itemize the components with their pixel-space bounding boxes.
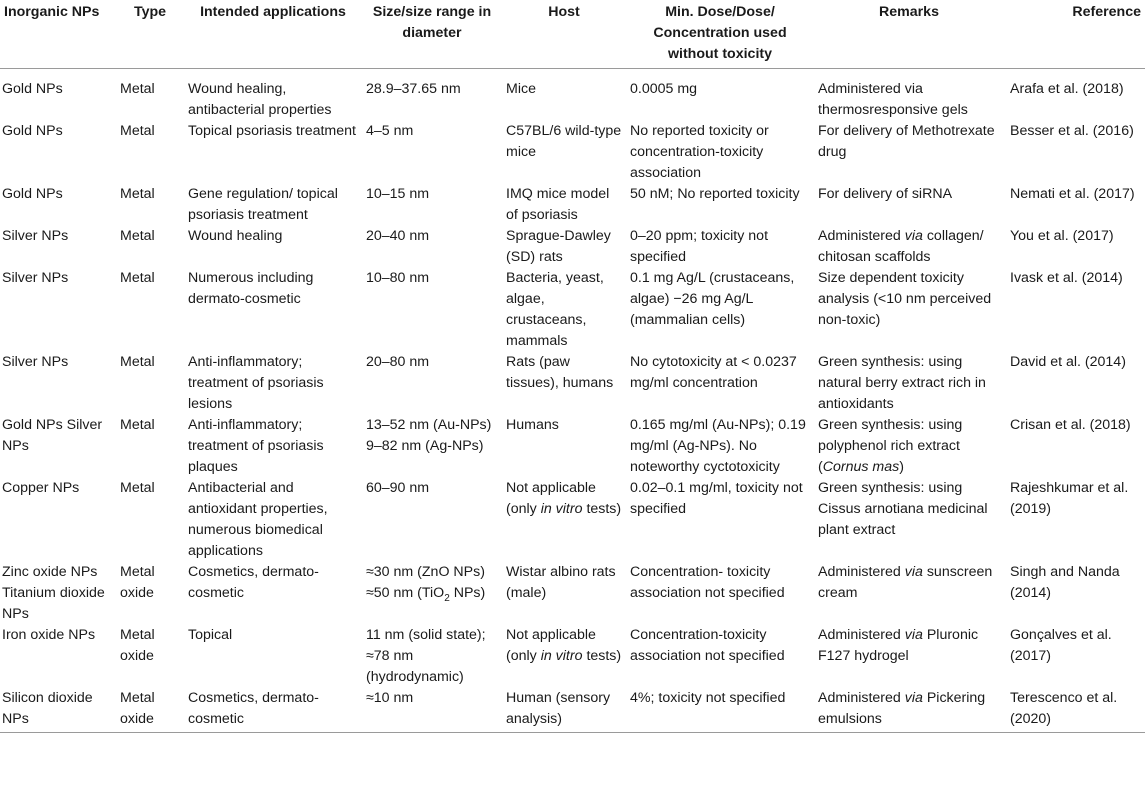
cell-dose: 0.165 mg/ml (Au-NPs); 0.19 mg/ml (Ag-NPs). No noteworthy cyctotoxicity bbox=[630, 417, 806, 475]
header-host: Host bbox=[502, 0, 626, 69]
cell-dose: 4%; toxicity not specified bbox=[626, 688, 814, 733]
cell-app: Topical bbox=[188, 627, 233, 643]
cell-dose: No cytotoxicity at < 0.0237 mg/ml concentration bbox=[630, 354, 797, 391]
table-row bbox=[0, 121, 1145, 184]
table-row bbox=[0, 69, 1145, 122]
cell-dose: 50 nM; No reported toxicity bbox=[630, 186, 800, 202]
cell-size: 28.9–37.65 nm bbox=[366, 81, 461, 97]
cell-app: Wound healing, antibacterial properties bbox=[188, 81, 332, 118]
cell-type: Metal bbox=[120, 354, 155, 370]
table-row bbox=[0, 688, 1145, 733]
table-row bbox=[0, 352, 1145, 415]
cell-app: Anti-inflammatory; treatment of psoriasis plaques bbox=[188, 417, 324, 475]
cell-dose: 0–20 ppm; toxicity not specified bbox=[630, 228, 769, 265]
table-row bbox=[0, 478, 1145, 562]
cell-app: Topical psoriasis treatment bbox=[188, 123, 356, 139]
header-remarks: Remarks bbox=[814, 0, 1004, 69]
cell-type: Metal bbox=[120, 270, 155, 286]
cell-ref: Gonçalves et al. (2017) bbox=[1010, 627, 1112, 664]
cell-np: Silver NPs bbox=[2, 270, 69, 286]
cell-host: Humans bbox=[506, 417, 559, 433]
cell-type: Metal bbox=[120, 123, 155, 139]
cell-ref: Rajeshkumar et al. (2019) bbox=[1010, 480, 1129, 517]
cell-size: 10–15 nm bbox=[366, 186, 430, 202]
cell-size: 4–5 nm bbox=[366, 123, 414, 139]
header-inorganic-nps: Inorganic NPs bbox=[0, 0, 116, 69]
cell-ref: Singh and Nanda (2014) bbox=[1010, 564, 1120, 601]
cell-remarks: Green synthesis: using Cissus arnotiana medicinal plant extract bbox=[818, 480, 988, 538]
cell-remarks: For delivery of Methotrexate drug bbox=[818, 123, 995, 160]
cell-ref: Terescenco et al. (2020) bbox=[1004, 688, 1145, 733]
cell-host: C57BL/6 wild-type mice bbox=[506, 123, 622, 160]
cell-np: Silicon dioxide NPs bbox=[0, 688, 116, 733]
table-row bbox=[0, 226, 1145, 268]
cell-size: 10–80 nm bbox=[366, 270, 430, 286]
cell-remarks: Administered via collagen/ chitosan scaffolds bbox=[818, 228, 984, 265]
cell-remarks: Green synthesis: using natural berry extract rich in antioxidants bbox=[818, 354, 986, 412]
cell-np: Zinc oxide NPs Titanium dioxide NPs bbox=[2, 564, 105, 622]
cell-remarks: Administered via sunscreen cream bbox=[818, 564, 993, 601]
header-intended-applications: Intended applications bbox=[184, 0, 362, 69]
cell-ref: Crisan et al. (2018) bbox=[1010, 417, 1131, 433]
cell-dose: 0.0005 mg bbox=[630, 81, 698, 97]
cell-size: 20–80 nm bbox=[366, 354, 430, 370]
cell-remarks: For delivery of siRNA bbox=[818, 186, 953, 202]
header-size: Size/size range in diameter bbox=[362, 0, 502, 69]
cell-dose: No reported toxicity or concentration-toxicity association bbox=[630, 123, 769, 181]
cell-type: Metal oxide bbox=[120, 564, 155, 601]
cell-np: Gold NPs bbox=[2, 123, 63, 139]
header-reference: Reference bbox=[1004, 0, 1145, 69]
cell-np: Gold NPs Silver NPs bbox=[2, 417, 103, 454]
cell-np: Silver NPs bbox=[2, 228, 69, 244]
cell-host: Wistar albino rats (male) bbox=[506, 564, 616, 601]
cell-np: Copper NPs bbox=[2, 480, 80, 496]
cell-host: Sprague-Dawley (SD) rats bbox=[506, 228, 611, 265]
cell-type: Metal bbox=[120, 417, 155, 433]
cell-type: Metal oxide bbox=[116, 688, 184, 733]
cell-app: Anti-inflammatory; treatment of psoriasis lesions bbox=[188, 354, 324, 412]
cell-app: Cosmetics, dermato-cosmetic bbox=[188, 564, 319, 601]
cell-dose: 0.02–0.1 mg/ml, toxicity not specified bbox=[630, 480, 803, 517]
cell-size: 60–90 nm bbox=[366, 480, 430, 496]
cell-ref: Ivask et al. (2014) bbox=[1010, 270, 1123, 286]
table-row bbox=[0, 562, 1145, 625]
cell-np: Silver NPs bbox=[2, 354, 69, 370]
cell-host: IMQ mice model of psoriasis bbox=[506, 186, 610, 223]
cell-type: Metal oxide bbox=[120, 627, 155, 664]
header-type: Type bbox=[116, 0, 184, 69]
cell-ref: Nemati et al. (2017) bbox=[1010, 186, 1135, 202]
cell-remarks: Administered via Pluronic F127 hydrogel bbox=[818, 627, 979, 664]
cell-type: Metal bbox=[120, 228, 155, 244]
cell-dose: 0.1 mg Ag/L (crustaceans, algae) −26 mg Ag/L (mammalian cells) bbox=[630, 270, 795, 328]
cell-remarks: Administered via thermosresponsive gels bbox=[818, 81, 968, 118]
cell-host: Not applicable (only in vitro tests) bbox=[506, 480, 622, 517]
header-dose: Min. Dose/Dose/ Concentration used without toxicity bbox=[626, 0, 814, 69]
table-row bbox=[0, 268, 1145, 352]
cell-app: Wound healing bbox=[188, 228, 283, 244]
cell-remarks: Green synthesis: using polyphenol rich extract (Cornus mas) bbox=[818, 417, 963, 475]
table-row bbox=[0, 184, 1145, 226]
cell-remarks: Size dependent toxicity analysis (<10 nm perceived non-toxic) bbox=[818, 270, 992, 328]
cell-app: Numerous including dermato-cosmetic bbox=[188, 270, 314, 307]
cell-dose: Concentration- toxicity association not specified bbox=[630, 564, 785, 601]
header-row bbox=[0, 0, 1145, 69]
cell-size: 13–52 nm (Au-NPs) 9–82 nm (Ag-NPs) bbox=[366, 417, 492, 454]
cell-ref: Arafa et al. (2018) bbox=[1010, 81, 1124, 97]
cell-ref: Besser et al. (2016) bbox=[1010, 123, 1134, 139]
cell-app: Gene regulation/ topical psoriasis treatment bbox=[188, 186, 338, 223]
cell-np: Iron oxide NPs bbox=[2, 627, 96, 643]
cell-dose: Concentration-toxicity association not specified bbox=[630, 627, 785, 664]
cell-host: Not applicable (only in vitro tests) bbox=[506, 627, 622, 664]
cell-ref: You et al. (2017) bbox=[1010, 228, 1114, 244]
cell-type: Metal bbox=[120, 81, 155, 97]
cell-app: Cosmetics, dermato-cosmetic bbox=[184, 688, 362, 733]
cell-size: ≈10 nm bbox=[362, 688, 502, 733]
cell-size: ≈30 nm (ZnO NPs) ≈50 nm (TiO$_2$ NPs) bbox=[366, 564, 486, 604]
cell-ref: David et al. (2014) bbox=[1010, 354, 1126, 370]
cell-host: Bacteria, yeast, algae, crustaceans, mammals bbox=[506, 270, 604, 349]
cell-np: Gold NPs bbox=[2, 81, 63, 97]
table-row bbox=[0, 625, 1145, 688]
cell-app: Antibacterial and antioxidant properties, numerous biomedical applications bbox=[188, 480, 328, 559]
cell-type: Metal bbox=[120, 186, 155, 202]
cell-host: Mice bbox=[506, 81, 536, 97]
cell-host: Human (sensory analysis) bbox=[502, 688, 626, 733]
cell-size: 20–40 nm bbox=[366, 228, 430, 244]
cell-host: Rats (paw tissues), humans bbox=[506, 354, 614, 391]
cell-np: Gold NPs bbox=[2, 186, 63, 202]
cell-type: Metal bbox=[120, 480, 155, 496]
cell-size: 11 nm (solid state); ≈78 nm (hydrodynamic) bbox=[366, 627, 486, 685]
table-row bbox=[0, 415, 1145, 478]
cell-remarks: Administered via Pickering emulsions bbox=[814, 688, 1004, 733]
